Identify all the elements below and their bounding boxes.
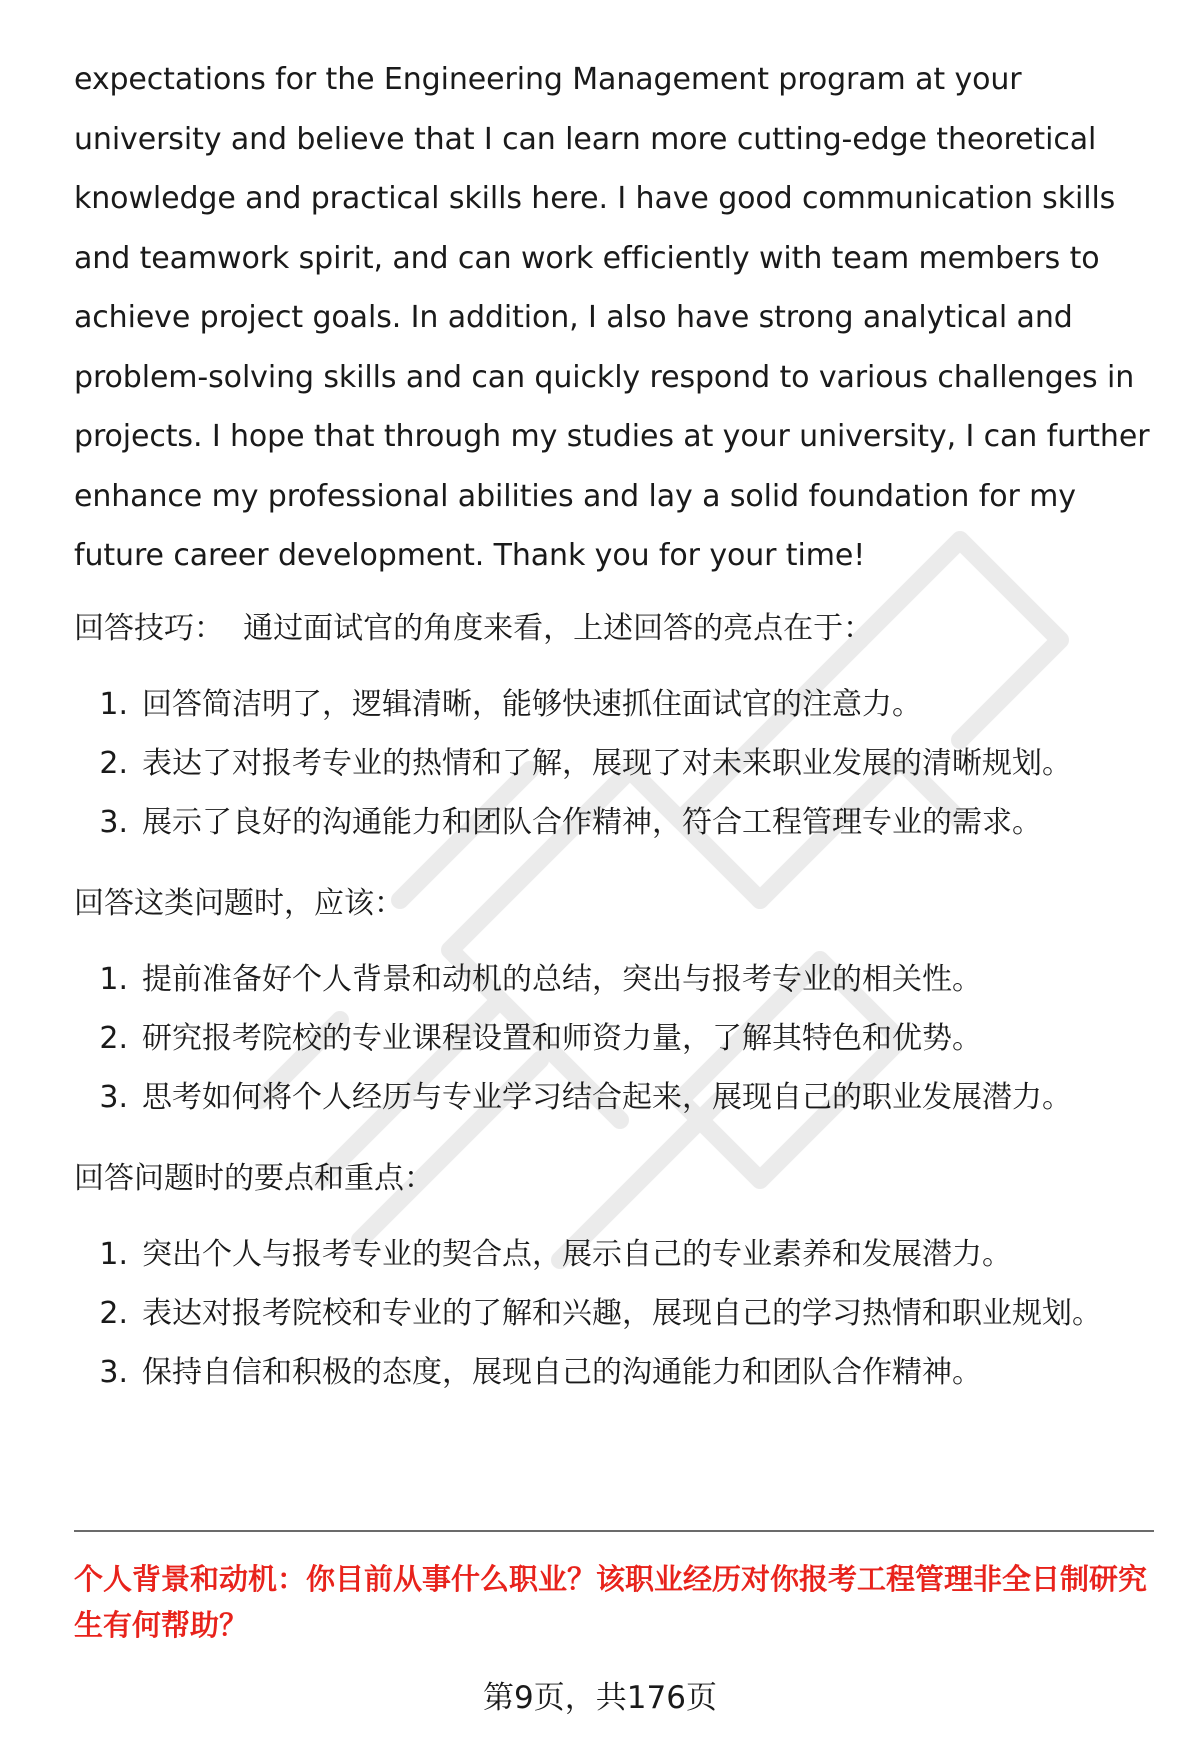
page-number: 第9页，共176页 xyxy=(483,1680,717,1716)
tips-heading: 回答技巧： 通过面试官的角度来看，上述回答的亮点在于： xyxy=(74,610,874,646)
should-heading: 回答这类问题时，应该： xyxy=(74,885,404,921)
list-item: 1. 回答简洁明了，逻辑清晰，能够快速抓住面试官的注意力。 xyxy=(99,686,922,722)
should-list xyxy=(74,950,1154,1127)
list-item: 2. 表达了对报考专业的热情和了解，展现了对未来职业发展的清晰规划。 xyxy=(99,745,1072,781)
next-question-heading: 个人背景和动机：你目前从事什么职业？该职业经历对你报考工程管理非全日制研究生有何帮助？ xyxy=(74,1562,1148,1642)
document-page xyxy=(74,50,1154,1402)
list-item: 3. 保持自信和积极的态度，展现自己的沟通能力和团队合作精神。 xyxy=(99,1354,982,1390)
list-item: 1. 突出个人与报考专业的契合点，展示自己的专业素养和发展潜力。 xyxy=(99,1236,1012,1272)
tips-list xyxy=(74,675,1154,852)
points-list xyxy=(74,1225,1154,1402)
points-heading: 回答问题时的要点和重点： xyxy=(74,1160,434,1196)
list-item: 1. 提前准备好个人背景和动机的总结，突出与报考专业的相关性。 xyxy=(99,961,982,997)
list-item: 2. 表达对报考院校和专业的了解和兴趣，展现自己的学习热情和职业规划。 xyxy=(99,1295,1102,1331)
answer-paragraph: expectations for the Engineering Management program at your university and believe that I can learn more cutting-edge theoretical knowledge and practical skills here. I have good communication skills and teamwork spirit, and can work efficiently with team members to achieve project goals. In addition, I also have strong analytical and problem-solving skills and can quickly respond to various challenges in projects. I hope that through my studies at your university, I can further enhance my professional abilities and lay a solid foundation for my future career development. Thank you for your time! xyxy=(74,62,1150,573)
list-item: 2. 研究报考院校的专业课程设置和师资力量，了解其特色和优势。 xyxy=(99,1020,982,1056)
list-item: 3. 展示了良好的沟通能力和团队合作精神，符合工程管理专业的需求。 xyxy=(99,804,1042,840)
section-divider xyxy=(74,1530,1154,1532)
list-item: 3. 思考如何将个人经历与专业学习结合起来，展现自己的职业发展潜力。 xyxy=(99,1079,1072,1115)
